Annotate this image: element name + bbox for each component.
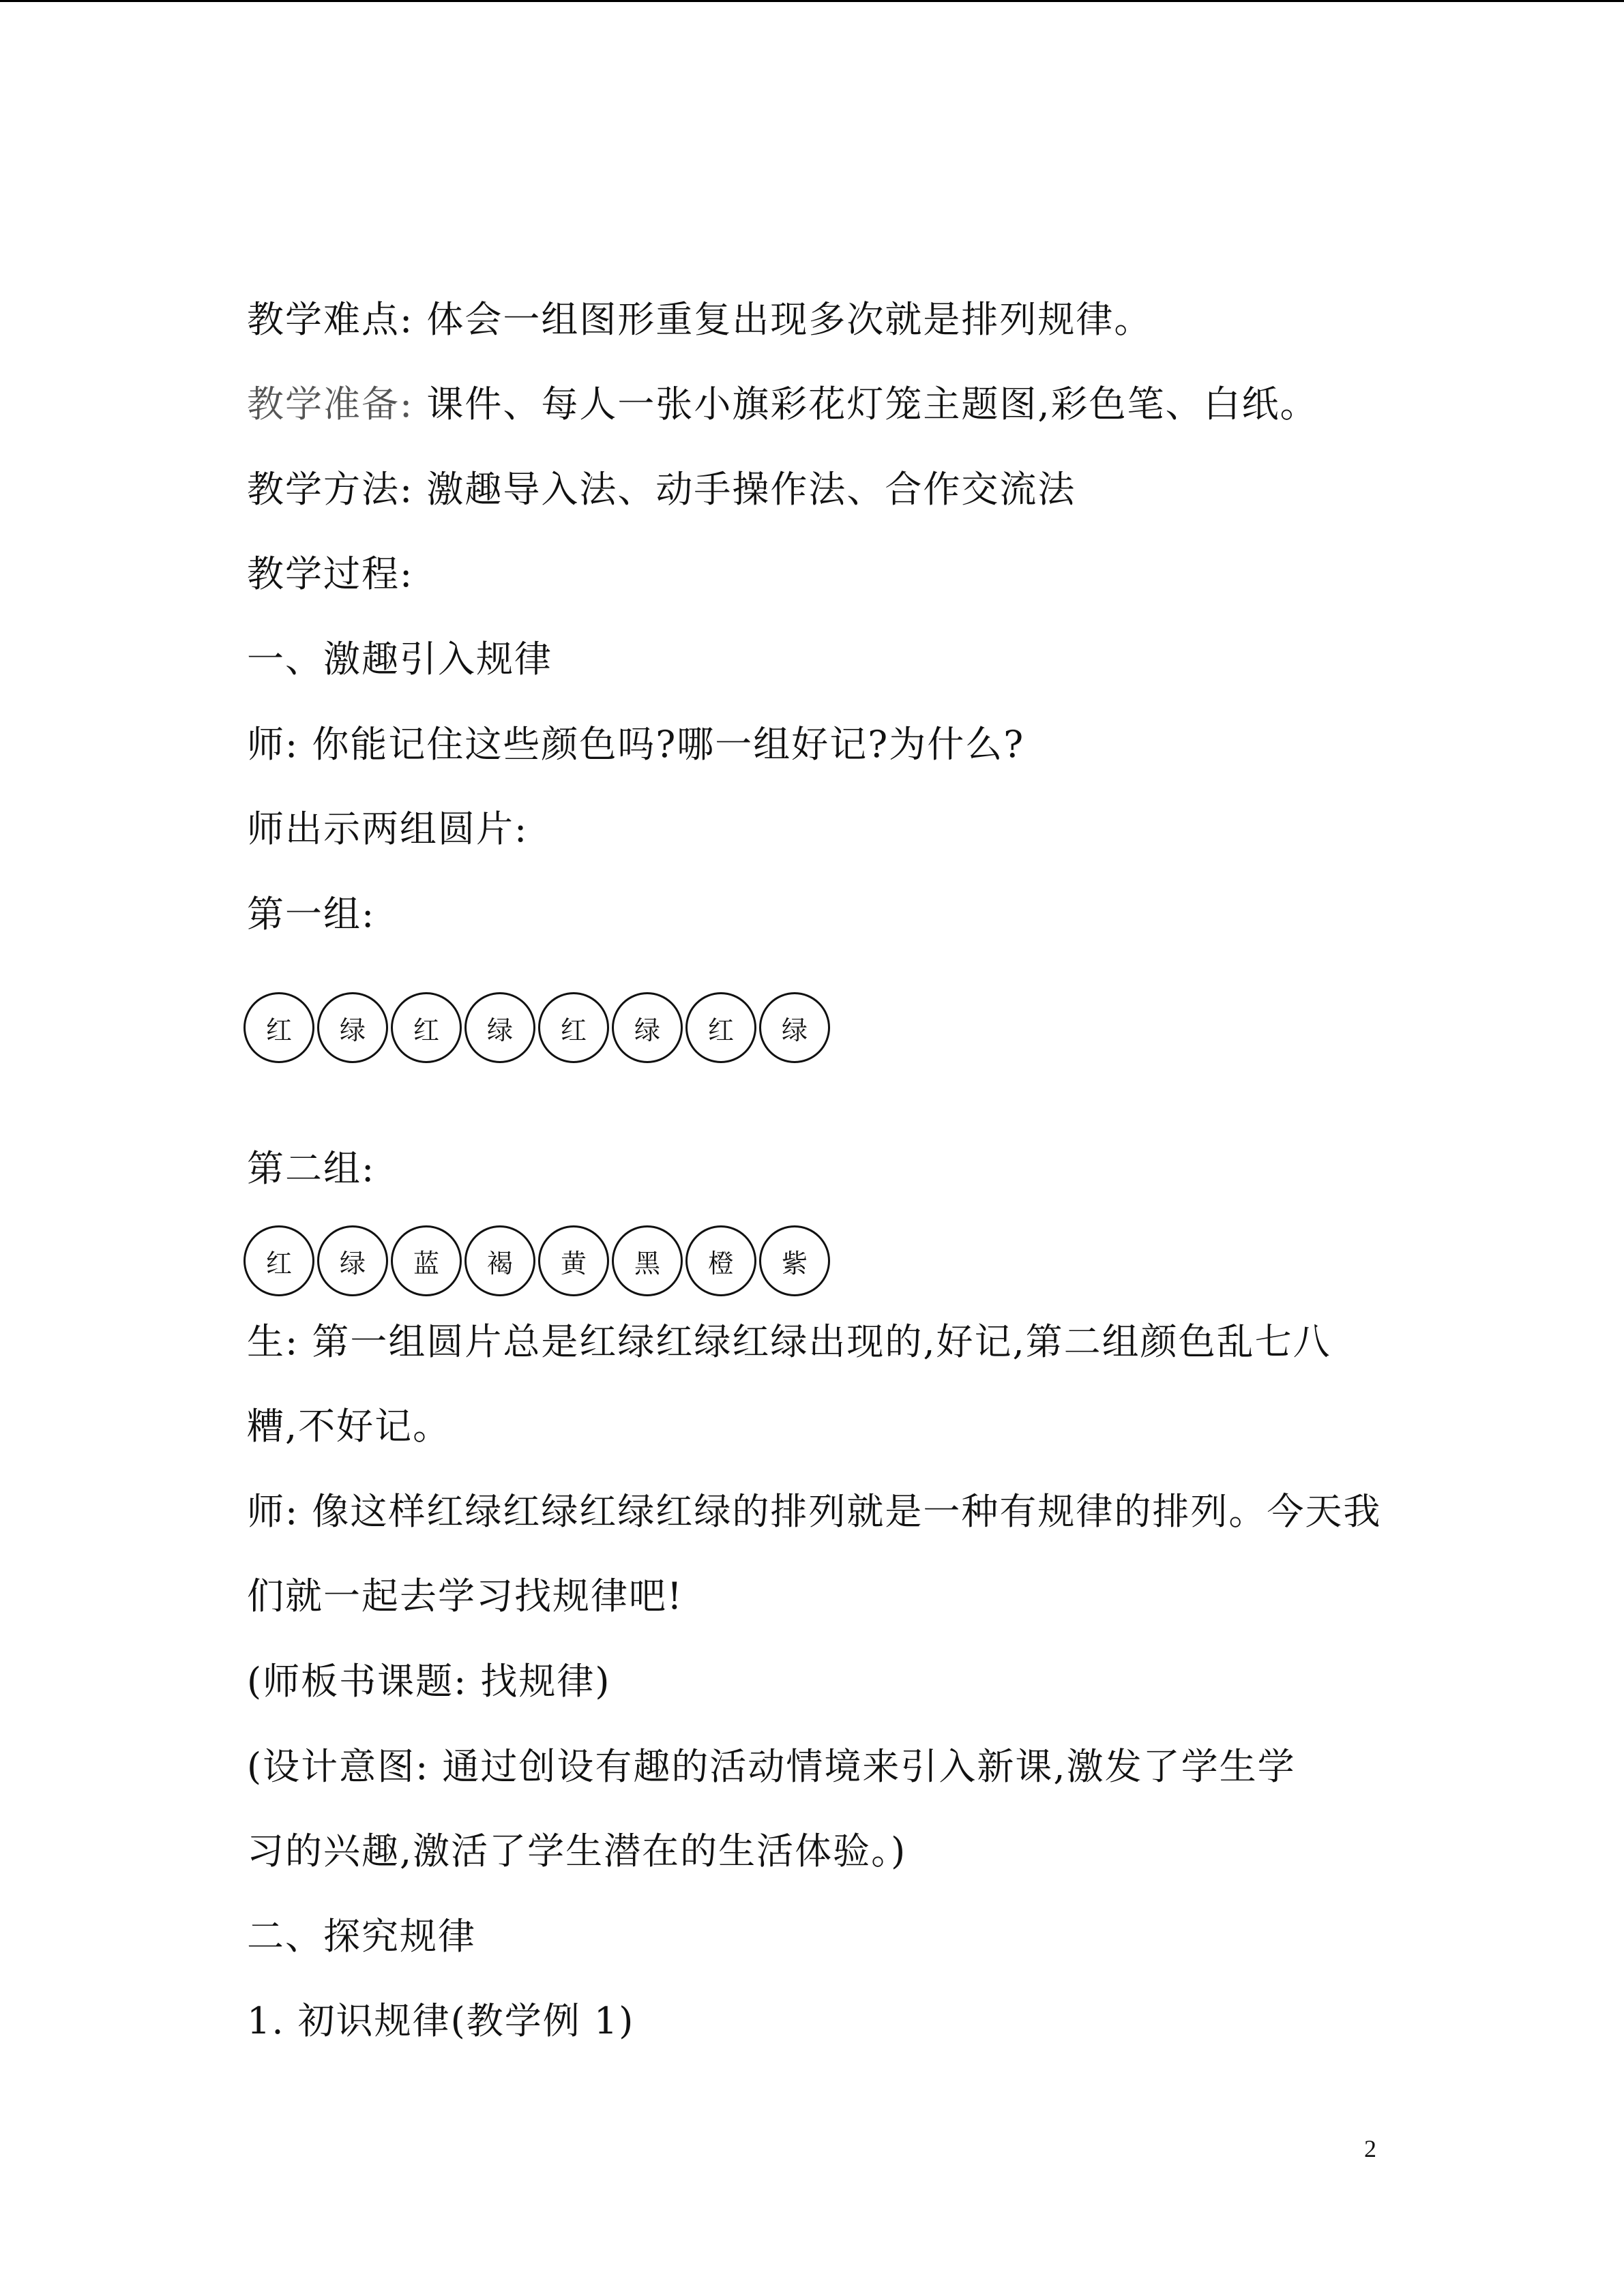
circle-chip: 红 (243, 1225, 314, 1296)
circle-chip: 绿 (317, 992, 388, 1063)
teaching-prep-text: 课件、每人一张小旗彩花灯笼主题图,彩色笔、白纸。 (426, 383, 1318, 426)
teacher-say-line-1: 师: 像这样红绿红绿红绿红绿的排列就是一种有规律的排列。今天我 (247, 1490, 1382, 1533)
teacher-say-line-2: 们就一起去学习找规律吧! (247, 1575, 683, 1617)
circle-chip: 紫 (759, 1225, 830, 1296)
page-top-border (0, 0, 1624, 2)
design-intent-line-2: 习的兴趣,激活了学生潜在的生活体验。) (247, 1830, 907, 1873)
teaching-difficulty-line (247, 296, 1152, 344)
section-two-heading: 二、探究规律 (247, 1915, 476, 1958)
circle-chip: 橙 (685, 1225, 756, 1296)
teaching-process-heading: 教学过程: (247, 552, 414, 595)
teaching-method-line: 教学方法: 激趣导入法、动手操作法、合作交流法 (247, 468, 1076, 511)
board-title-note: (师板书课题: 找规律) (247, 1660, 611, 1703)
subsection-one-heading: 1. 初识规律(教学例 1) (247, 1999, 635, 2042)
circle-chip: 褐 (464, 1225, 535, 1296)
circle-chip: 红 (538, 992, 609, 1063)
group-one-label: 第一组: (247, 893, 376, 936)
circle-chip: 红 (243, 992, 314, 1063)
circle-chip: 黄 (538, 1225, 609, 1296)
circle-chip: 黑 (612, 1225, 683, 1296)
teaching-prep-label: 教学准备: (247, 383, 414, 426)
group-one-circles (243, 992, 833, 1063)
circle-chip: 绿 (759, 992, 830, 1063)
teacher-question: 师: 你能记住这些颜色吗?哪一组好记?为什么? (247, 723, 1025, 766)
circle-chip: 绿 (317, 1225, 388, 1296)
group-two-circles (243, 1225, 833, 1296)
teacher-show-line: 师出示两组圆片: (247, 807, 529, 850)
page-number: 2 (1364, 2135, 1376, 2162)
teaching-difficulty-text: 体会一组图形重复出现多次就是排列规律。 (426, 298, 1153, 341)
teaching-prep-line (247, 381, 1318, 428)
design-intent-line-1: (设计意图: 通过创设有趣的活动情境来引入新课,激发了学生学 (247, 1745, 1296, 1788)
student-answer-line-1: 生: 第一组圆片总是红绿红绿红绿出现的,好记,第二组颜色乱七八 (247, 1320, 1331, 1363)
circle-chip: 蓝 (391, 1225, 462, 1296)
student-answer-line-2: 糟,不好记。 (247, 1405, 452, 1448)
teaching-difficulty-label: 教学难点: (247, 298, 414, 341)
circle-chip: 绿 (464, 992, 535, 1063)
section-one-heading: 一、激趣引入规律 (247, 638, 552, 681)
circle-chip: 红 (391, 992, 462, 1063)
group-two-label: 第二组: (247, 1147, 376, 1190)
circle-chip: 红 (685, 992, 756, 1063)
circle-chip: 绿 (612, 992, 683, 1063)
